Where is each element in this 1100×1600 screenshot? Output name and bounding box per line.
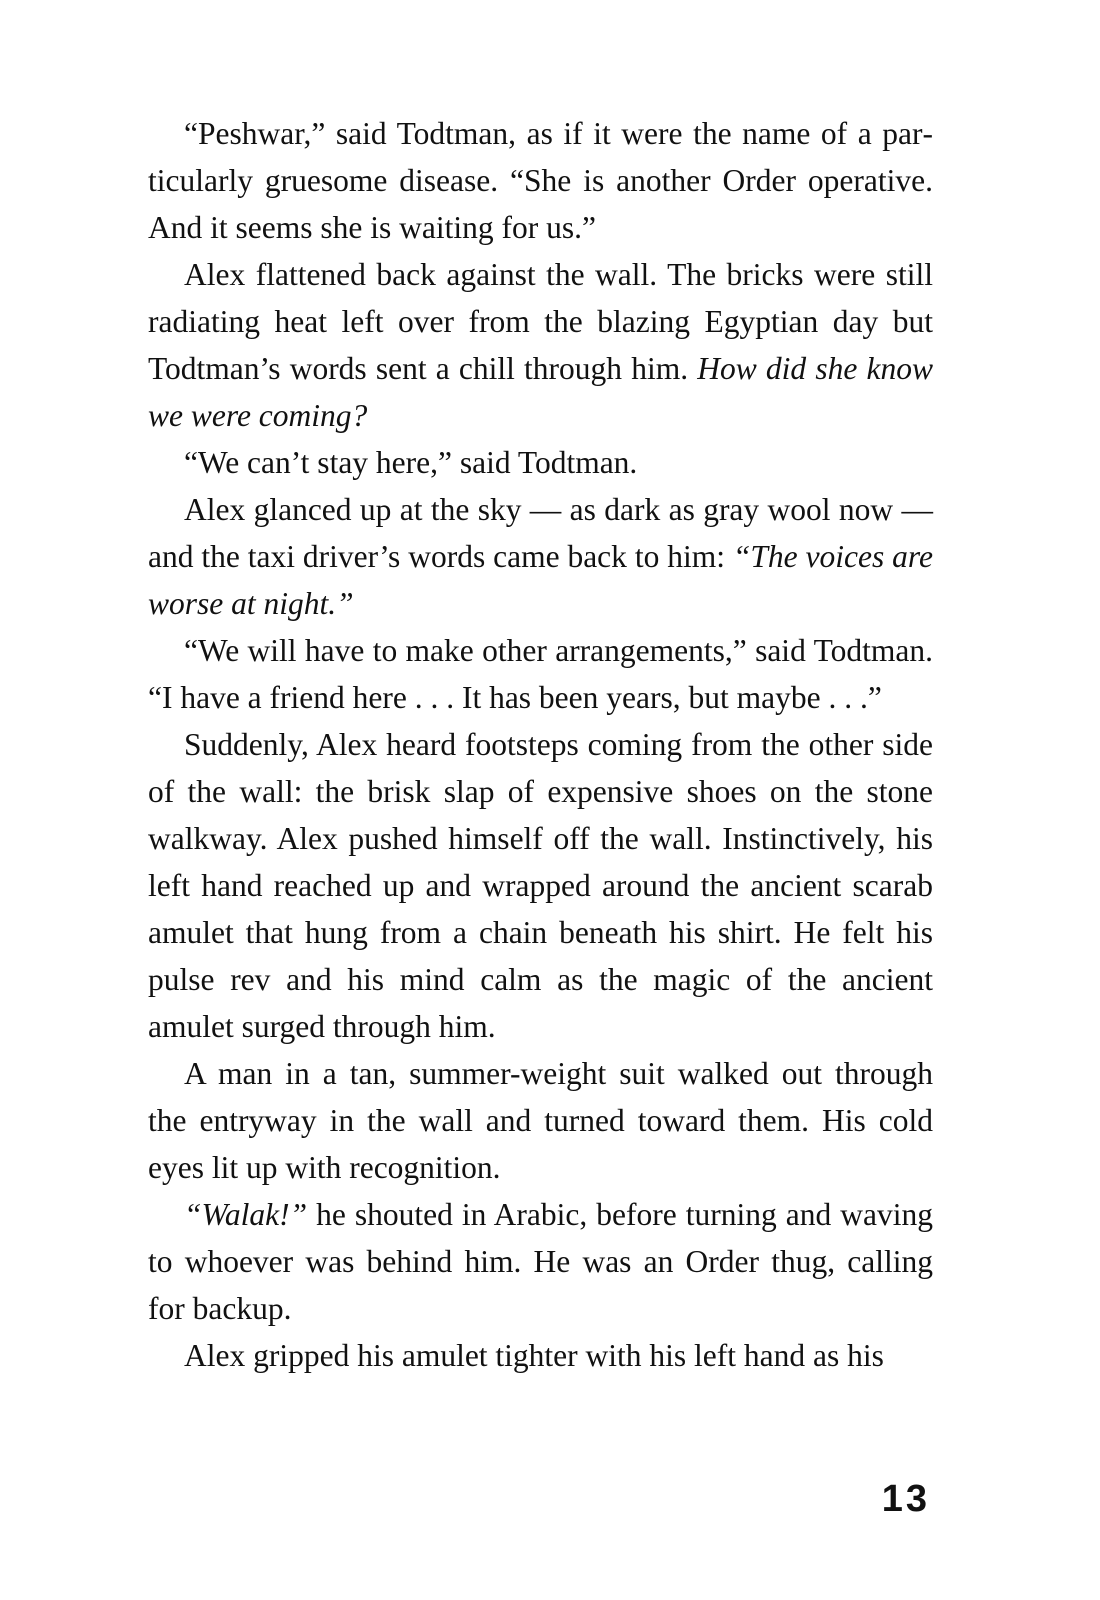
paragraph [148,110,933,251]
book-page-body [148,110,933,1379]
text-run: he shouted in Arabic, before turning and waving to whoever was behind him. He was an Order thug, calling for backup. [148,1197,933,1326]
paragraph [148,1332,933,1379]
text-run: Suddenly, Alex heard footsteps coming from the other side of the wall: the brisk slap of expensive shoes on the stone walkway. Alex pushed himself off the wall. Instinctively, his left hand reached up and wrapped around the ancient scarab amulet that hung from a chain beneath his shirt. He felt his pulse rev and his mind calm as the magic of the ancient amulet surged through him. [148,727,933,1044]
paragraph [148,1191,933,1332]
italic-text-run: “Walak!” [184,1197,308,1232]
paragraph [148,486,933,627]
text-run: A man in a tan, summer-weight suit walked out through the entryway in the wall and turned toward them. His cold eyes lit up with recognition. [148,1056,933,1185]
italic-text-run: How did she know we were coming? [148,351,933,433]
text-run: “We will have to make other arrangements,” said Todtman. “I have a friend here . . . It has been years, but maybe . . .” [148,633,933,715]
page-number: 13 [881,1478,930,1520]
text-run: “Peshwar,” said Todtman, as if it were the name of a particularly gruesome disease. “She is another Order operative. And it seems she is waiting for us.” [148,116,933,245]
paragraph [148,627,933,721]
paragraph [148,251,933,439]
paragraph [148,1050,933,1191]
italic-text-run: “The voices are worse at night.” [148,539,933,621]
text-run: Alex gripped his amulet tighter with his left hand as his [184,1338,884,1373]
text-run: Alex flattened back against the wall. The bricks were still radiating heat left over from the blazing Egyptian day but Todtman’s words sent a chill through him. [148,257,933,386]
paragraph [148,439,933,486]
text-run: “We can’t stay here,” said Todtman. [184,445,638,480]
paragraph [148,721,933,1050]
text-run: Alex glanced up at the sky — as dark as gray wool now — and the taxi driver’s words came back to him: [148,492,933,574]
